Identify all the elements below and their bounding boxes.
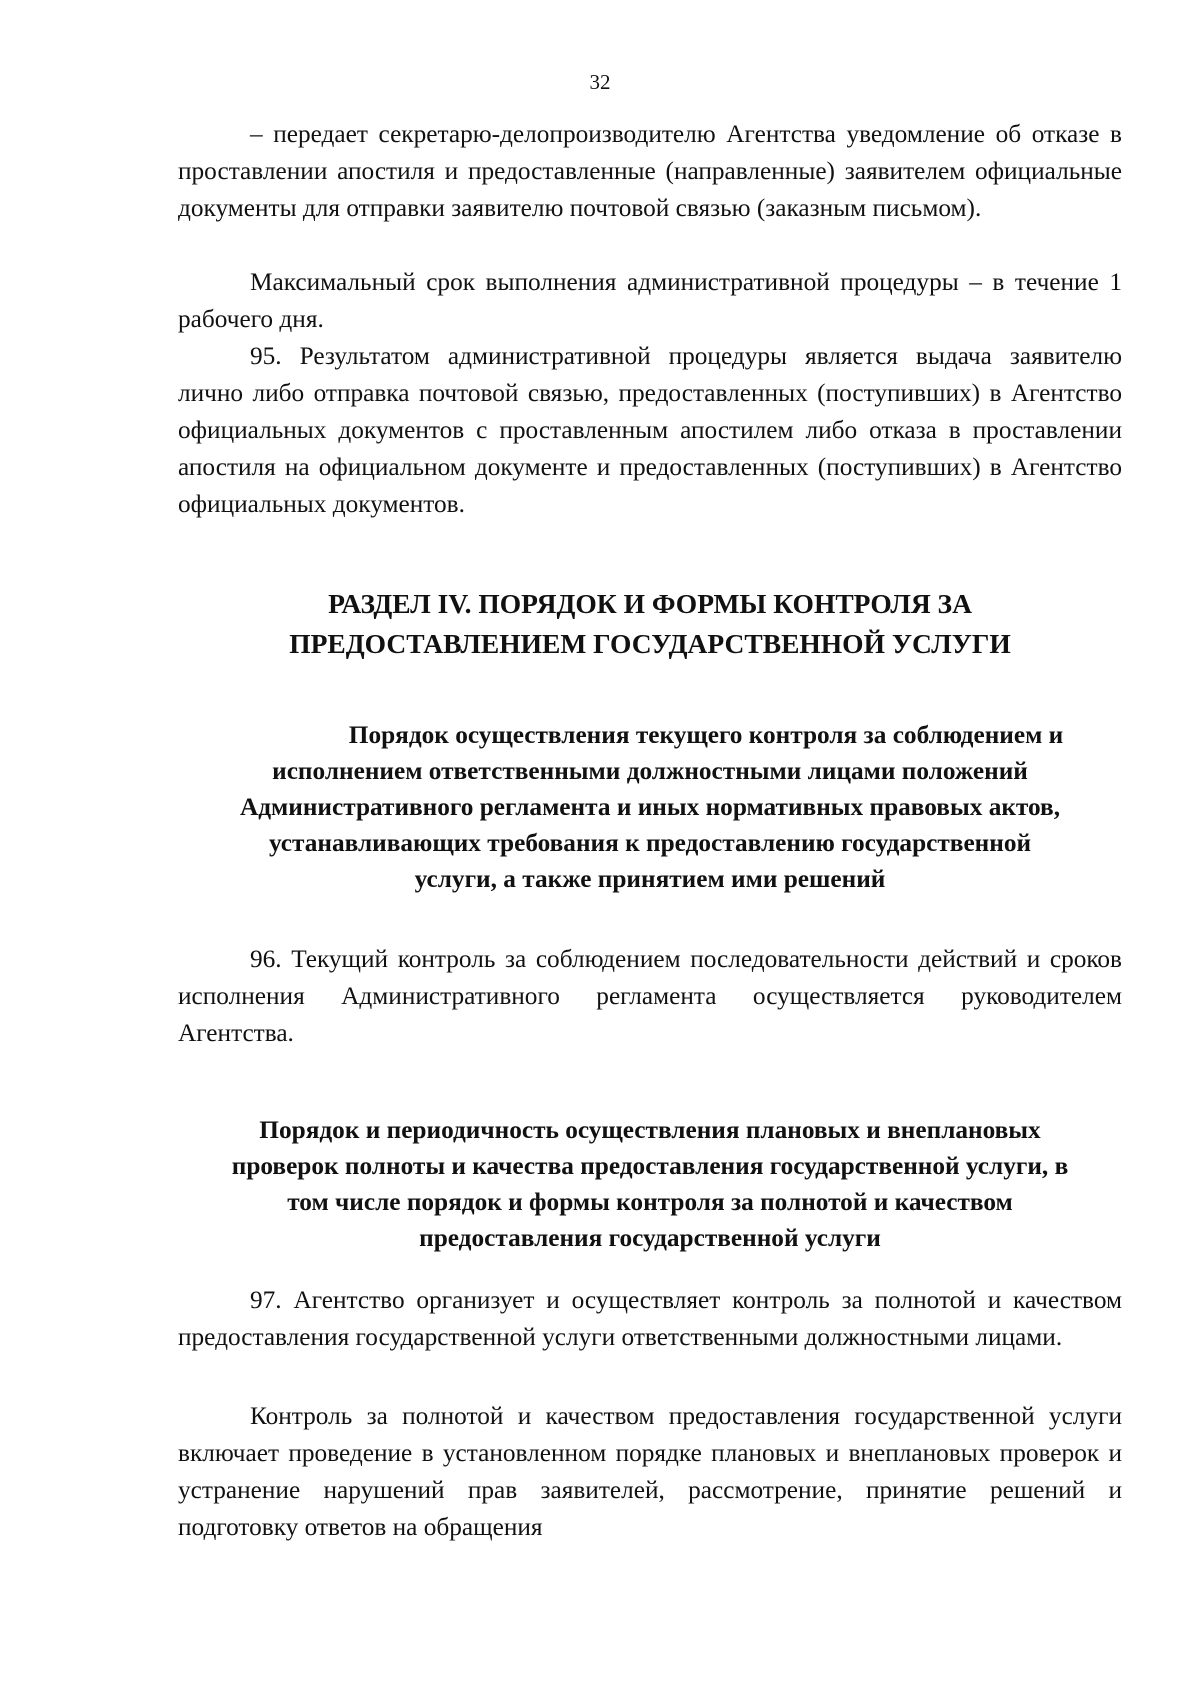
subheading-line: том числе порядок и формы контроля за полнотой и качеством: [287, 1188, 1013, 1216]
section-heading: [150, 584, 1150, 664]
paragraph-97: 97. Агентство организует и осуществляет контроль за полнотой и качеством предоставления государственной услуги ответственными должностными лицами.: [178, 1286, 1122, 1351]
subheading-line: исполнением ответственными должностными лицами положений: [272, 757, 1028, 785]
paragraph-96: 96. Текущий контроль за соблюдением последовательности действий и сроков исполнения Административного регламента осуществляется руководителем Агентства.: [178, 945, 1122, 1047]
subheading-line: Порядок осуществления текущего контроля за соблюдением и: [348, 721, 1064, 749]
subheading-current-control: [206, 717, 1200, 753]
subheading-current-control-cont: [150, 753, 1150, 897]
subheading-line: проверок полноты и качества предоставления государственной услуги, в: [231, 1152, 1069, 1180]
paragraph-max-term: Максимальный срок выполнения административной процедуры – в течение 1 рабочего дня.: [178, 268, 1122, 333]
subheading-inspections: [150, 1112, 1150, 1256]
subheading-line: предоставления государственной услуги: [419, 1224, 881, 1252]
section-heading-line: РАЗДЕЛ IV. ПОРЯДОК И ФОРМЫ КОНТРОЛЯ ЗА: [328, 588, 972, 619]
page-number: 32: [589, 70, 611, 94]
paragraph-control-scope: Контроль за полнотой и качеством предоставления государственной услуги включает проведение в установленном порядке плановых и внеплановых проверок и устранение нарушений прав заявителей, рассмотрение, принятие решений и подготовку ответов на обращения: [178, 1402, 1122, 1541]
subheading-line: Порядок и периодичность осуществления плановых и внеплановых: [259, 1116, 1041, 1144]
paragraph-95: 95. Результатом административной процедуры является выдача заявителю лично либо отправка почтовой связью, предоставленных (поступивших) в Агентство официальных документов с проставленным апостилем либо отказа в проставлении апостиля на официальном документе и предоставленных (поступивших) в Агентство официальных документов.: [178, 342, 1122, 518]
subheading-line: услуги, а также принятием ими решений: [414, 865, 886, 893]
section-heading-line: ПРЕДОСТАВЛЕНИЕМ ГОСУДАРСТВЕННОЙ УСЛУГИ: [289, 628, 1011, 659]
subheading-line: Административного регламента и иных нормативных правовых актов,: [239, 793, 1061, 821]
subheading-line: устанавливающих требования к предоставлению государственной: [268, 829, 1032, 857]
paragraph-refusal-notice: – передает секретарю-делопроизводителю Агентства уведомление об отказе в проставлении апостиля и предоставленные (направленные) заявителем официальные документы для отправки заявителю почтовой связью (заказным письмом).: [178, 120, 1122, 222]
